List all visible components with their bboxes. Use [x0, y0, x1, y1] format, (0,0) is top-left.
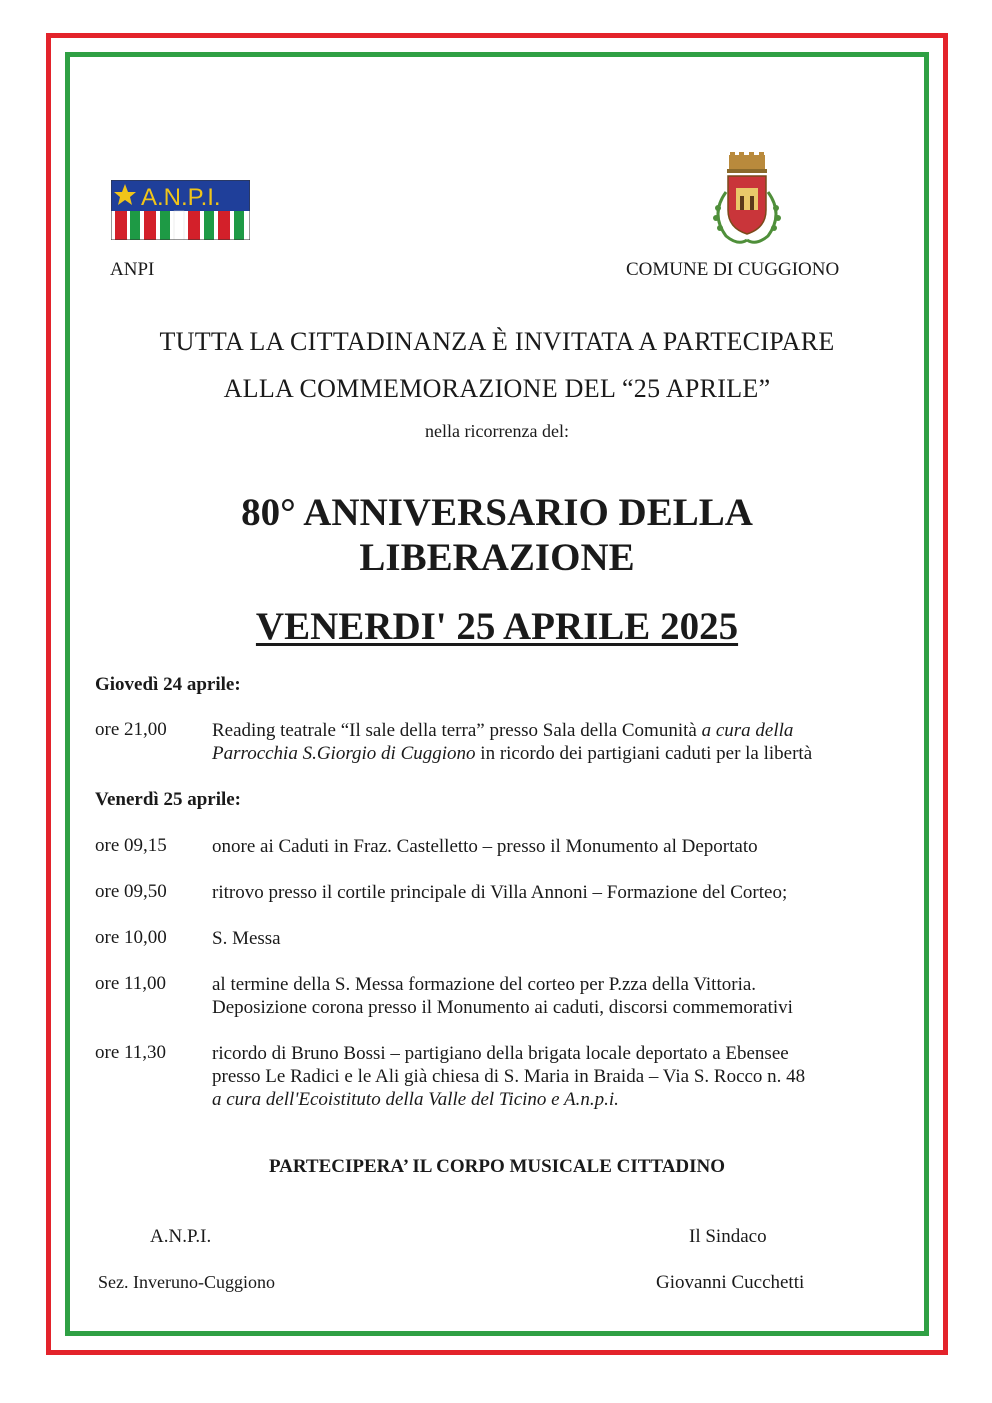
signature-right-title: Il Sindaco [689, 1226, 767, 1247]
event-time: ore 10,00 [95, 927, 167, 948]
event-description: ricordo di Bruno Bossi – partigiano della brigata locale deportato a Ebensee presso Le Radici e le Ali già chiesa di S. Maria in Braida – Via S. Rocco n. 48 a cura dell'Ecoistituto della Valle del Ticino e A.n.p.i. [212, 1043, 806, 1110]
event-description: al termine della S. Messa formazione del corteo per P.zza della Vittoria. Deposizione corona presso il Monumento ai caduti, discorsi commemorativi [212, 974, 793, 1018]
title-line-1: 80° ANNIVERSARIO DELLA [241, 491, 753, 534]
title-line-2: LIBERAZIONE [359, 536, 635, 579]
event-description: Reading teatrale “Il sale della terra” presso Sala della Comunità a cura della Parrocchia S.Giorgio di Cuggiono in ricordo dei partigiani caduti per la libertà [212, 720, 813, 764]
day-header-friday: Venerdì 25 aprile: [95, 789, 242, 810]
signature-left-title: A.N.P.I. [150, 1226, 212, 1247]
day-header-thursday: Giovedì 24 aprile: [95, 674, 241, 695]
event-description: ritrovo presso il cortile principale di Villa Annoni – Formazione del Corteo; [212, 882, 788, 903]
signature-right-sub: Giovanni Cucchetti [656, 1272, 805, 1293]
intro-line-3: nella ricorrenza del: [425, 421, 569, 441]
comune-label: COMUNE DI CUGGIONO [626, 259, 840, 280]
event-time: ore 09,15 [95, 835, 167, 856]
comune-crest-icon [702, 152, 792, 248]
band-note: PARTECIPERA’ IL CORPO MUSICALE CITTADINO [268, 1156, 726, 1177]
intro-line-2: ALLA COMMEMORAZIONE DEL “25 APRILE” [223, 374, 771, 403]
event-time: ore 21,00 [95, 719, 167, 740]
event-description: onore ai Caduti in Fraz. Castelletto – presso il Monumento al Deportato [212, 836, 758, 857]
anpi-logo-text: A.N.P.I. [141, 184, 221, 211]
event-time: ore 11,30 [95, 1042, 167, 1063]
event-date: VENERDI' 25 APRILE 2025 [255, 605, 739, 648]
anpi-logo [111, 180, 250, 240]
event-description: S. Messa [212, 928, 281, 949]
event-time: ore 09,50 [95, 881, 167, 902]
intro-line-1: TUTTA LA CITTADINANZA È INVITATA A PARTECIPARE [159, 327, 835, 356]
anpi-label: ANPI [110, 259, 155, 280]
signature-left-sub: Sez. Inveruno-Cuggiono [98, 1272, 275, 1292]
event-time: ore 11,00 [95, 973, 167, 994]
